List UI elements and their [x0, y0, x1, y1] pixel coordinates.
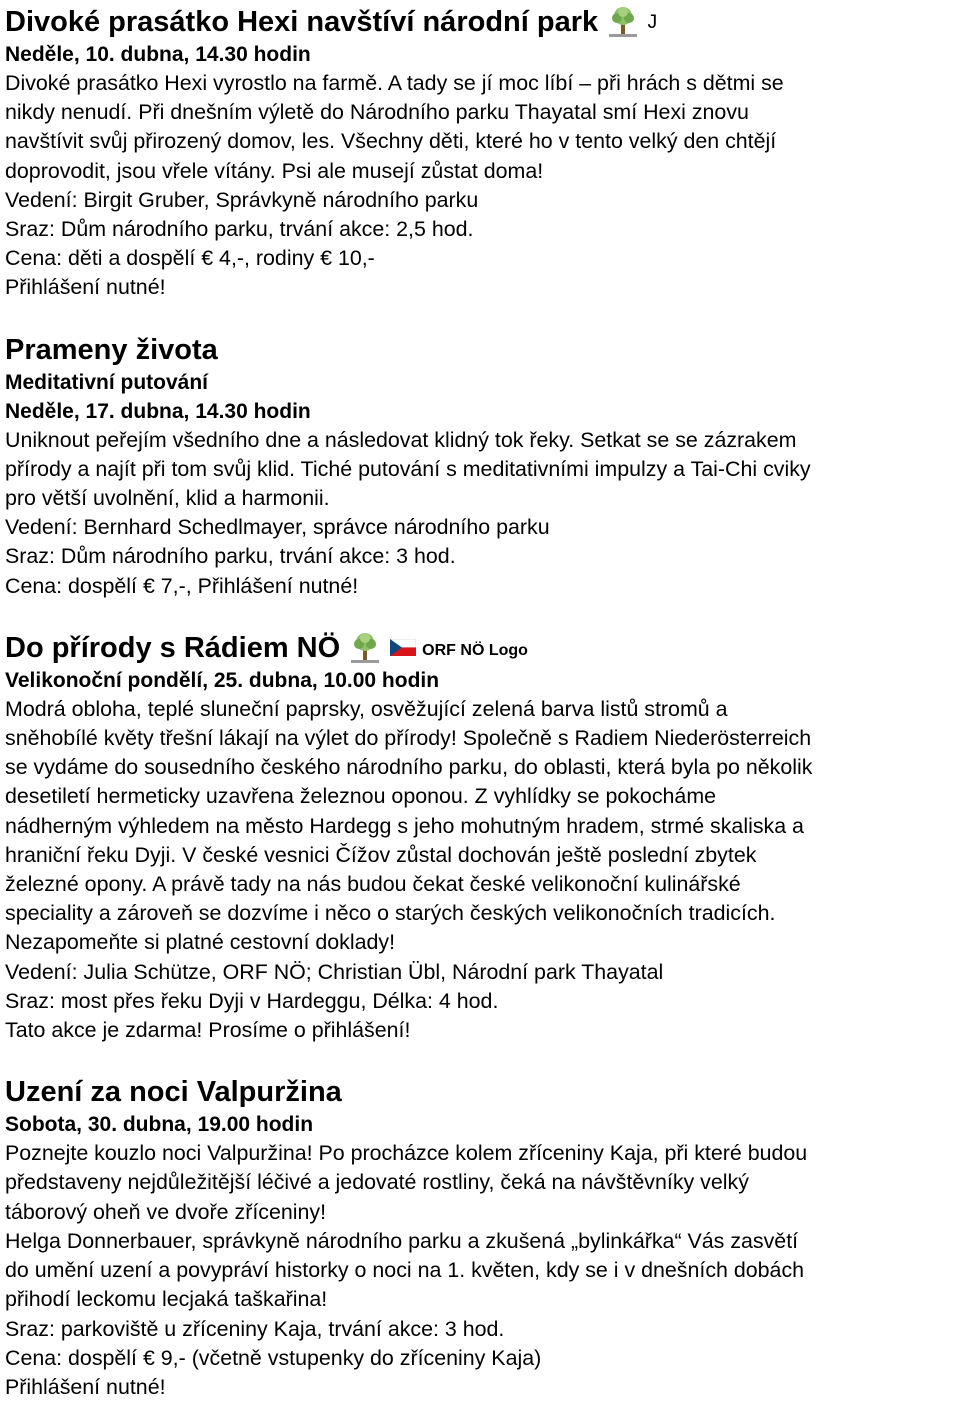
- text-line: desetiletí hermeticky uzavřena železnou oponou. Z vyhlídky se pokochá​me: [5, 784, 717, 809]
- text-line: Tato akce je zdarma! Prosíme o přihlášení!: [5, 1018, 411, 1043]
- text-line: Sraz: Dům národního parku, trvání akce: 3 hod.: [5, 544, 456, 569]
- text-line: Sraz: Dům národního parku, trvání akce: 2,5 hod.: [5, 217, 474, 242]
- tree-icon: [350, 631, 380, 665]
- event-date: Neděle, 10. dubna, 14.30 hodin: [5, 43, 311, 66]
- text-line: Přihlášení nutné!: [5, 1374, 166, 1399]
- text-line: Helga Donnerbauer, správkyně národního parku a zkušená „bylinkářka“ Vás zasvětí: [5, 1228, 799, 1253]
- tree-icon: [608, 5, 638, 39]
- text-line: Nezapomeňte si platné cestovní doklady!: [5, 930, 396, 955]
- text-line: nádherným výhledem na město Hardegg s jeho mohutným hradem, strmé skaliska a: [5, 813, 804, 838]
- event-title-text: Do přírody s Rádiem NÖ: [5, 631, 341, 664]
- event-title: [5, 1074, 955, 1110]
- j-glyph-icon: J: [646, 12, 659, 35]
- event-title: [5, 4, 955, 40]
- event-description: [5, 426, 955, 601]
- text-line: nikdy nenudí. Při dnešním výletě do Národního parku Thayatal smí Hexi znovu: [5, 100, 749, 125]
- text-line: Sraz: parkoviště u zříceniny Kaja, trvání akce: 3 hod.: [5, 1316, 505, 1341]
- text-line: sněhobílé květy třešní lákají na výlet do přírody! Společně s Radiem Niederösterreich: [5, 726, 812, 751]
- event-title-text: Uzení za noci Valpuržina: [5, 1076, 342, 1109]
- event-subtitle: Meditativní putování: [5, 370, 209, 394]
- event-hexi: [5, 4, 955, 303]
- text-line: představeny nejdůležitější léčivé a jedovaté rostliny, čeká na návštěvníky velký: [5, 1170, 749, 1195]
- text-line: přihodí leckomu lecjaká taškařina!: [5, 1287, 328, 1312]
- event-title: [5, 332, 955, 368]
- event-valpurzina: [5, 1074, 955, 1402]
- document-page: [5, 4, 955, 1402]
- text-line: Přihlášení nutné!: [5, 275, 166, 300]
- text-line: Poznejte kouzlo noci Valpuržina! Po procházce kolem zříceniny Kaja, při které budou: [5, 1141, 808, 1166]
- orf-noe-logo-label: ORF NÖ Logo: [422, 641, 528, 659]
- event-description: [5, 695, 955, 1045]
- event-title: [5, 630, 955, 666]
- text-line: Vedení: Julia Schütze, ORF NÖ; Christian Übl, Národní park Thayatal: [5, 959, 664, 984]
- text-line: navštívit svůj přirozený domov, les. Všechny děti, které ho v tento velký den chtějí: [5, 129, 777, 154]
- text-line: speciality a zároveň se dozvíme i něco o starých českých velikonočních tradicích.: [5, 901, 776, 926]
- text-line: doprovodit, jsou vřele vítány. Psi ale musejí zůstat doma!: [5, 158, 544, 183]
- text-line: přírody a najít při tom svůj klid. Tiché putování s meditativními impulzy a Tai-Chi cviky: [5, 456, 811, 481]
- event-description: [5, 69, 955, 303]
- text-line: Sraz: most přes řeku Dyji v Hardeggu, Délka: 4 hod.: [5, 988, 499, 1013]
- event-date: Sobota, 30. dubna, 19.00 hodin: [5, 1113, 314, 1137]
- event-radio-noe: [5, 630, 955, 1045]
- text-line: hraniční řeku Dyji. V české vesnici Čížov zůstal dochován ještě poslední zbytek: [5, 842, 757, 867]
- event-description: [5, 1139, 955, 1402]
- text-line: Modrá obloha, teplé sluneční paprsky, osvěžující zelená barva listů stromů a: [5, 696, 728, 721]
- event-date: Neděle, 17. dubna, 14.30 hodin: [5, 399, 311, 423]
- text-line: pro větší uvolnění, klid a harmonii.: [5, 486, 330, 511]
- text-line: Vedení: Birgit Gruber, Správkyně národního parku: [5, 187, 479, 212]
- event-title-text: Divoké prasátko Hexi navštíví národní park: [5, 6, 599, 38]
- text-line: Uniknout peřejím všedního dne a následovat klidný tok řeky. Setkat se se zázrakem: [5, 427, 797, 452]
- czech-flag-icon: [390, 639, 416, 656]
- text-line: Cena: dospělí € 9,- (včetně vstupenky do zříceniny Kaja): [5, 1345, 542, 1370]
- event-title-text: Prameny života: [5, 333, 218, 366]
- text-line: Vedení: Bernhard Schedlmayer, správce národního parku: [5, 515, 550, 540]
- text-line: Cena: děti a dospělí € 4,-, rodiny € 10,-: [5, 246, 375, 271]
- text-line: se vydáme do sousedního českého národního parku, do oblasti, která byla po několik: [5, 755, 813, 780]
- event-prameny: [5, 332, 955, 601]
- text-line: táborový oheň ve dvoře zříceniny!: [5, 1199, 327, 1224]
- event-date: Velikonoční pondělí, 25. dubna, 10.00 hodin: [5, 668, 440, 692]
- text-line: Cena: dospělí € 7,-, Přihlášení nutné!: [5, 573, 359, 598]
- text-line: Divoké prasátko Hexi vyrostlo na farmě. A tady se jí moc líbí – při hrách s dětmi se: [5, 71, 784, 95]
- text-line: železné opony. A právě tady na nás budou čekat české velikonoční kulinářské: [5, 872, 741, 897]
- text-line: do umění uzení a povypráví historky o noci na 1. květen, kdy se i v dnešních dobách: [5, 1258, 805, 1283]
